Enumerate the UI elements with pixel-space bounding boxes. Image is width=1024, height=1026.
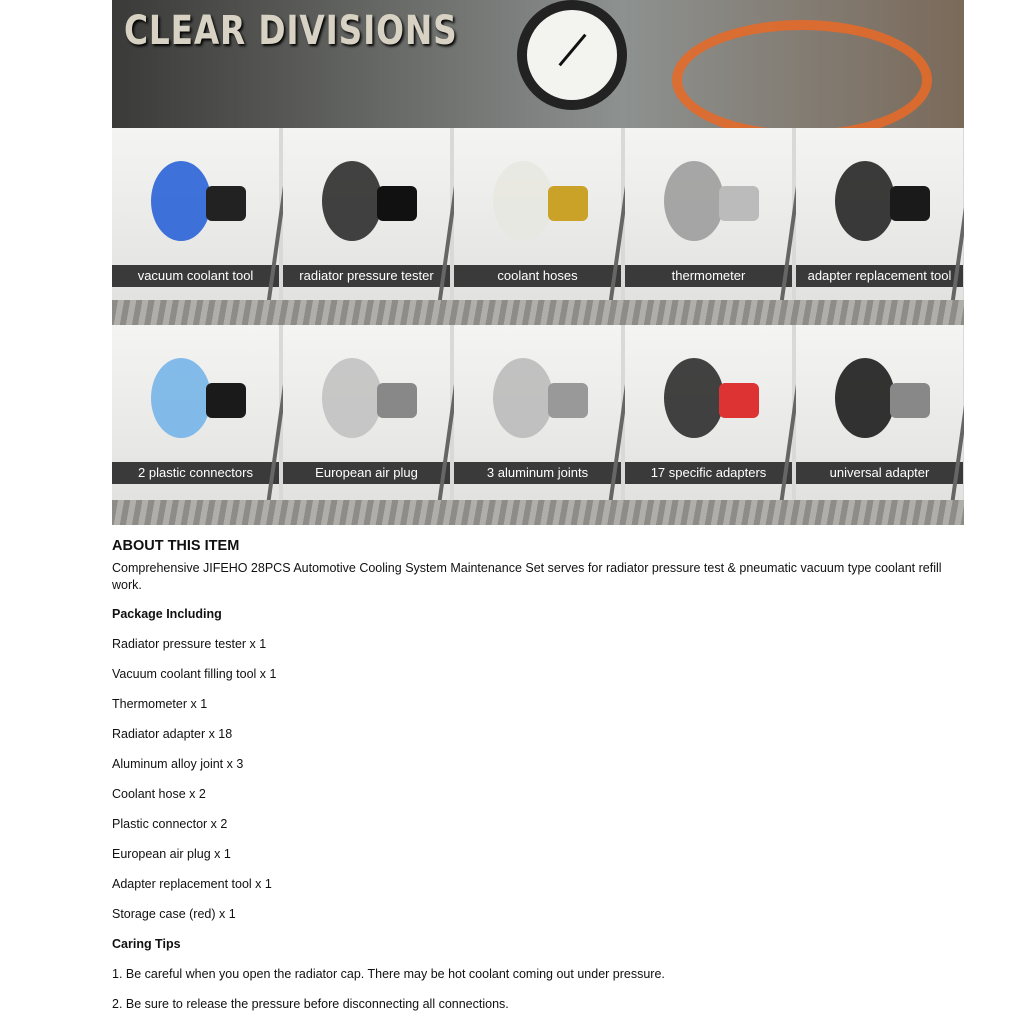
product-banner-image: [112, 0, 964, 525]
caring-tip: 1. Be careful when you open the radiator cap. There may be hot coolant coming out under pressure.: [112, 967, 665, 981]
component-image: [815, 146, 945, 261]
hose-graphic: [672, 20, 932, 140]
component-image: [815, 343, 945, 458]
banner-title: CLEAR DIVISIONS: [124, 8, 458, 54]
hero-banner: [112, 0, 964, 128]
package-item: Vacuum coolant filling tool x 1: [112, 667, 277, 681]
component-label: 2 plastic connectors: [112, 462, 279, 484]
package-item: Radiator pressure tester x 1: [112, 637, 267, 651]
component-panel: [112, 325, 279, 500]
component-panel: [796, 128, 963, 300]
description: Comprehensive JIFEHO 28PCS Automotive Cooling System Maintenance Set serves for radiator pressure test & pneumatic vacuum type coolant refill work.: [112, 561, 942, 592]
component-label: vacuum coolant tool: [112, 265, 279, 287]
package-item: Coolant hose x 2: [112, 787, 206, 801]
package-item: Plastic connector x 2: [112, 817, 228, 831]
package-item: Storage case (red) x 1: [112, 907, 236, 921]
tips-heading: Caring Tips: [112, 937, 181, 951]
component-image: [473, 343, 603, 458]
divider-strip: [112, 300, 964, 325]
caring-tip: 2. Be sure to release the pressure before disconnecting all connections.: [112, 997, 509, 1011]
component-panel: [112, 128, 279, 300]
component-image: [473, 146, 603, 261]
component-label: 3 aluminum joints: [454, 462, 621, 484]
component-label: adapter replacement tool: [796, 265, 963, 287]
component-label: radiator pressure tester: [283, 265, 450, 287]
package-item: Thermometer x 1: [112, 697, 208, 711]
component-label: thermometer: [625, 265, 792, 287]
package-item: European air plug x 1: [112, 847, 231, 861]
component-panel: [283, 128, 450, 300]
component-label: coolant hoses: [454, 265, 621, 287]
package-heading: Package Including: [112, 607, 222, 621]
component-label: 17 specific adapters: [625, 462, 792, 484]
divider-strip: [112, 500, 964, 525]
package-item: Adapter replacement tool x 1: [112, 877, 272, 891]
components-row-1: [112, 128, 964, 300]
component-image: [302, 146, 432, 261]
component-image: [302, 343, 432, 458]
component-image: [644, 146, 774, 261]
component-panel: [454, 128, 621, 300]
component-panel: [625, 325, 792, 500]
component-label: European air plug: [283, 462, 450, 484]
component-panel: [454, 325, 621, 500]
component-image: [131, 343, 261, 458]
component-panel: [796, 325, 963, 500]
component-image: [644, 343, 774, 458]
package-item: Radiator adapter x 18: [112, 727, 233, 741]
pressure-gauge-graphic: [517, 0, 627, 110]
component-panel: [625, 128, 792, 300]
component-image: [131, 146, 261, 261]
component-panel: [283, 325, 450, 500]
about-section: [112, 538, 952, 1026]
component-label: universal adapter: [796, 462, 963, 484]
package-item: Aluminum alloy joint x 3: [112, 757, 244, 771]
about-heading: ABOUT THIS ITEM: [112, 538, 240, 554]
components-row-2: [112, 325, 964, 500]
